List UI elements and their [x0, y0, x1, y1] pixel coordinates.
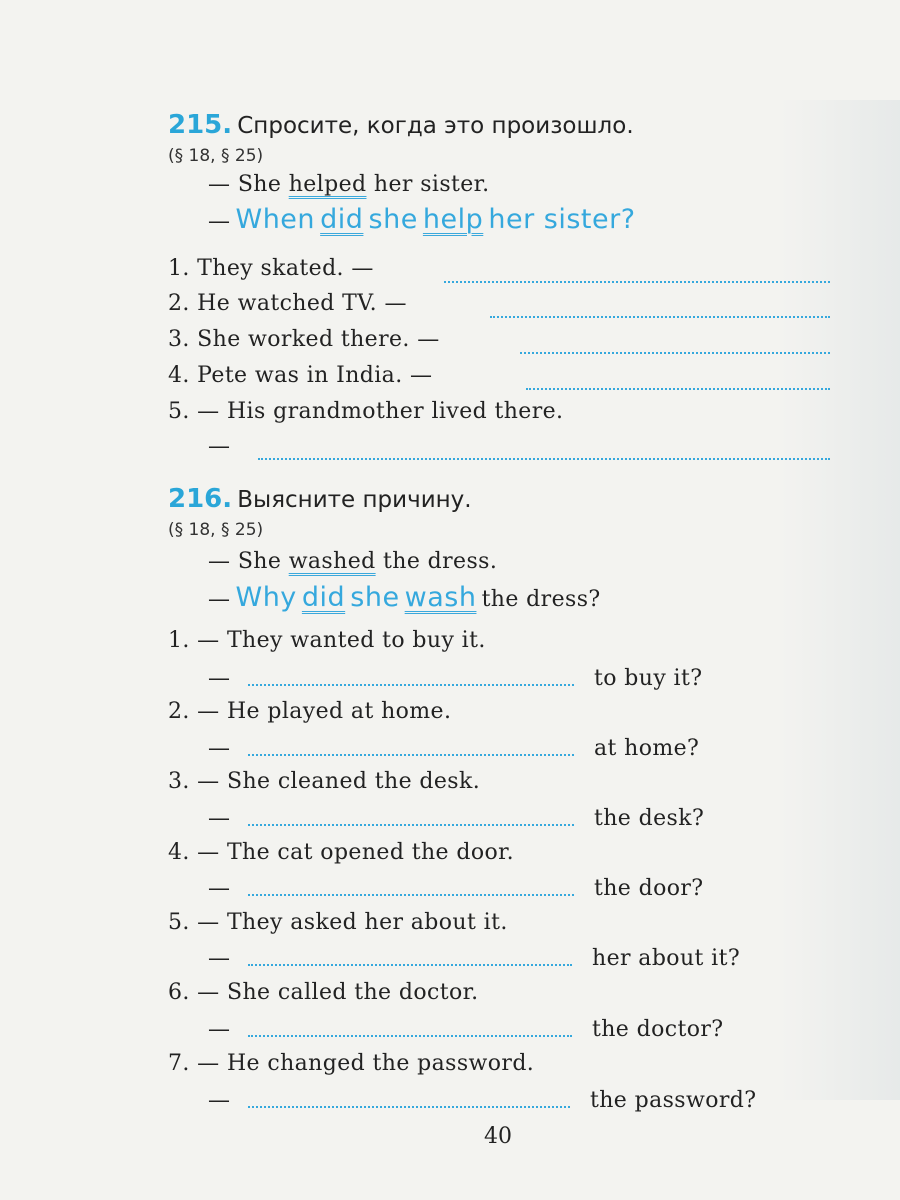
answer-dash: —: [208, 736, 231, 761]
answer-dash: —: [208, 666, 231, 691]
list-item: 3. — She cleaned the desk.: [168, 769, 481, 794]
list-item: 5. — His grandmother lived there.: [168, 399, 564, 424]
exercise-215-heading: [168, 110, 634, 140]
answer-line[interactable]: [526, 388, 830, 390]
answer-tail: her about it?: [592, 946, 741, 971]
example-verb: washed: [288, 549, 376, 574]
exercise-216-heading: [168, 484, 472, 514]
answer-tail: the doctor?: [592, 1017, 724, 1042]
list-item: 4. — The cat opened the door.: [168, 840, 515, 865]
exercise-title: Спросите, когда это произошло.: [237, 113, 634, 139]
grammar-refs: (§ 18, § 25): [168, 146, 264, 166]
answer-tail: the desk?: [594, 806, 705, 831]
answer-line[interactable]: [248, 1106, 570, 1108]
answer-dash: —: [208, 946, 231, 971]
example-answer: — Why did she wash the dress?: [208, 582, 601, 613]
answer-dash: —: [208, 806, 231, 831]
answer-line[interactable]: [444, 281, 830, 283]
exercise-title: Выясните причину.: [237, 487, 472, 513]
answer-tail: the password?: [590, 1088, 757, 1113]
answer-tail: the door?: [594, 876, 704, 901]
exercise-number: 216.: [168, 484, 233, 514]
answer-line[interactable]: [248, 684, 574, 686]
grammar-refs: (§ 18, § 25): [168, 520, 264, 540]
list-item: 4. Pete was in India. —: [168, 363, 433, 388]
answer-dash: —: [208, 434, 231, 459]
answer-line[interactable]: [520, 352, 830, 354]
list-item: 5. — They asked her about it.: [168, 910, 508, 935]
answer-line[interactable]: [248, 754, 574, 756]
list-item: 2. He watched TV. —: [168, 291, 407, 316]
list-item: 7. — He changed the password.: [168, 1051, 535, 1076]
list-item: 1. They skated. —: [168, 256, 374, 281]
answer-tail: at home?: [594, 736, 700, 761]
answer-line[interactable]: [258, 458, 830, 460]
bleed-through-shade: [780, 100, 900, 1100]
example-sentence: — She helped her sister.: [208, 172, 490, 197]
example-verb: helped: [288, 172, 367, 197]
answer-line[interactable]: [248, 964, 572, 966]
example-sentence: — She washed the dress.: [208, 549, 498, 574]
answer-line[interactable]: [248, 894, 574, 896]
answer-line[interactable]: [248, 1035, 572, 1037]
page-number: 40: [484, 1124, 512, 1149]
list-item: 6. — She called the doctor.: [168, 980, 479, 1005]
answer-line[interactable]: [248, 824, 574, 826]
list-item: 1. — They wanted to buy it.: [168, 628, 486, 653]
answer-tail: to buy it?: [594, 666, 703, 691]
example-answer: — When did she help her sister?: [208, 204, 636, 235]
answer-dash: —: [208, 876, 231, 901]
answer-dash: —: [208, 1017, 231, 1042]
list-item: 3. She worked there. —: [168, 327, 440, 352]
list-item: 2. — He played at home.: [168, 699, 452, 724]
answer-dash: —: [208, 1088, 231, 1113]
answer-line[interactable]: [490, 316, 830, 318]
exercise-number: 215.: [168, 110, 233, 140]
